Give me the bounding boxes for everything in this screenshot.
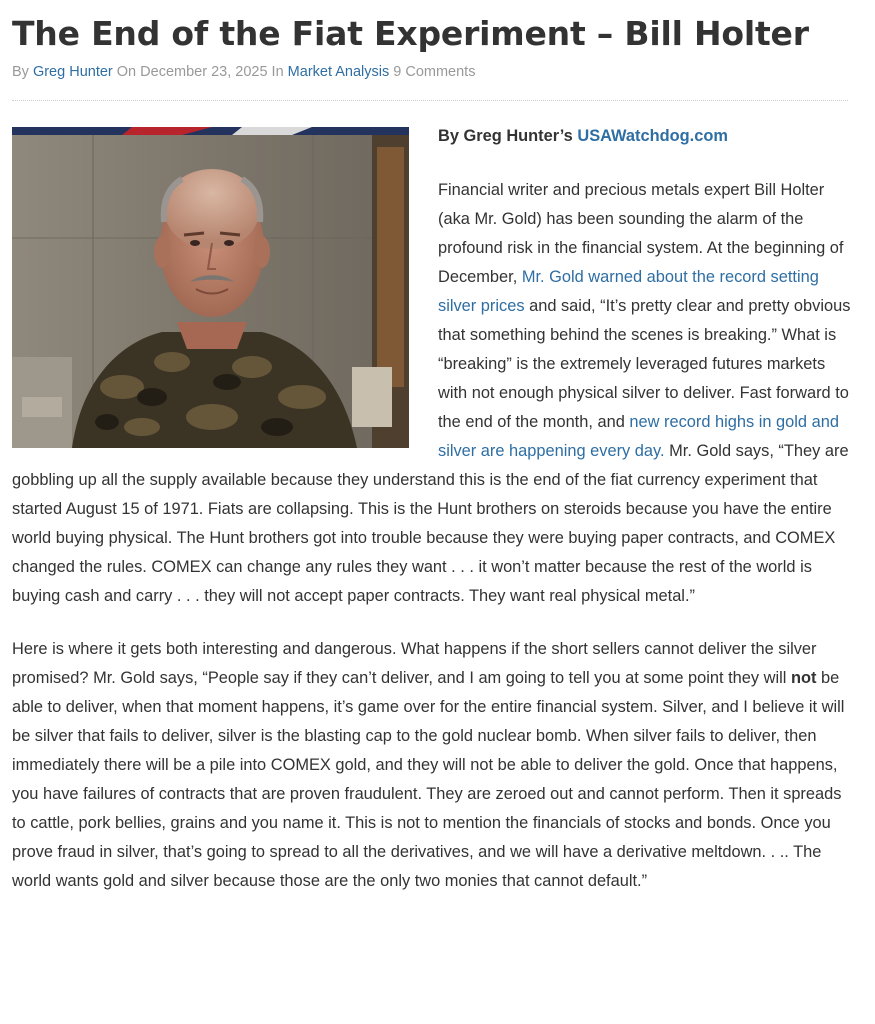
category-link[interactable]: Market Analysis xyxy=(287,64,390,80)
meta-in: In xyxy=(271,64,284,80)
comments-link[interactable]: 9 Comments xyxy=(393,64,476,80)
article-body xyxy=(12,122,852,920)
article-meta xyxy=(12,64,475,80)
p2-text-1: Here is where it gets both interesting and dangerous. What happens if the short sellers cannot deliver the silver promised? Mr. Gold says, “People say if they can’t deliver, and I am going to tell you at some point they will xyxy=(12,640,817,687)
post-date: December 23, 2025 xyxy=(140,64,268,80)
byline-prefix: By Greg Hunter’s xyxy=(438,127,578,145)
silver-prices-link[interactable]: Mr. Gold warned about the record setting silver prices xyxy=(438,268,819,315)
paragraph-2 xyxy=(12,635,852,896)
meta-on: On xyxy=(116,64,137,80)
p2-text-2: be able to deliver, when that moment happens, it’s game over for the entire financial system. Silver, and I believe it will be silver that fails to deliver, silver is the blasting cap to the gold nuclear bomb. When silver fails to deliver, then immediately there will be a pile into COMEX gold, and they will not be able to deliver the gold. Once that happens, you have failures of contracts that are proven fraudulent. They are zeroed out and cannot perform. Then it spreads to cattle, pork bellies, grains and you name it. This is not to mention the financials of stocks and bonds. Once you prove fraud in silver, that’s going to spread to all the derivatives, and we will have a derivative meltdown. . .. The world wants gold and silver because those are the only two monies that cannot default.” xyxy=(12,669,845,890)
site-link[interactable]: USAWatchdog.com xyxy=(577,127,728,145)
p1-text-1: Financial writer and precious metals expert Bill Holter (aka Mr. Gold) has been sounding the alarm of the profound risk in the financial system. At the beginning of December, xyxy=(438,181,844,286)
record-highs-link[interactable]: new record highs in gold and silver are happening every day. xyxy=(438,413,839,460)
meta-divider xyxy=(12,100,848,101)
article-title: The End of the Fiat Experiment – Bill Holter xyxy=(12,14,809,53)
p1-text-3: Mr. Gold says, “They are gobbling up all the supply available because they understand this is the end of the fiat currency experiment that started August 15 of 1971. Fiats are collapsing. This is the Hunt brothers on steroids because you have the entire world buying physical. The Hunt brothers got into trouble because they were buying paper contracts, and COMEX changed the rules. COMEX can change any rules they want . . . it won’t matter because the rest of the world is buying cash and carry . . . they will not accept paper contracts. They want real physical metal.” xyxy=(12,442,849,605)
author-link[interactable]: Greg Hunter xyxy=(32,64,113,80)
p2-bold-not: not xyxy=(790,669,817,687)
p1-text-2: and said, “It’s pretty clear and pretty obvious that something behind the scenes is breaking.” What is “breaking” is the extremely leveraged futures markets with not enough physical silver to deliver. Fast forward to the end of the month, and xyxy=(438,297,851,431)
meta-by: By xyxy=(12,64,29,80)
